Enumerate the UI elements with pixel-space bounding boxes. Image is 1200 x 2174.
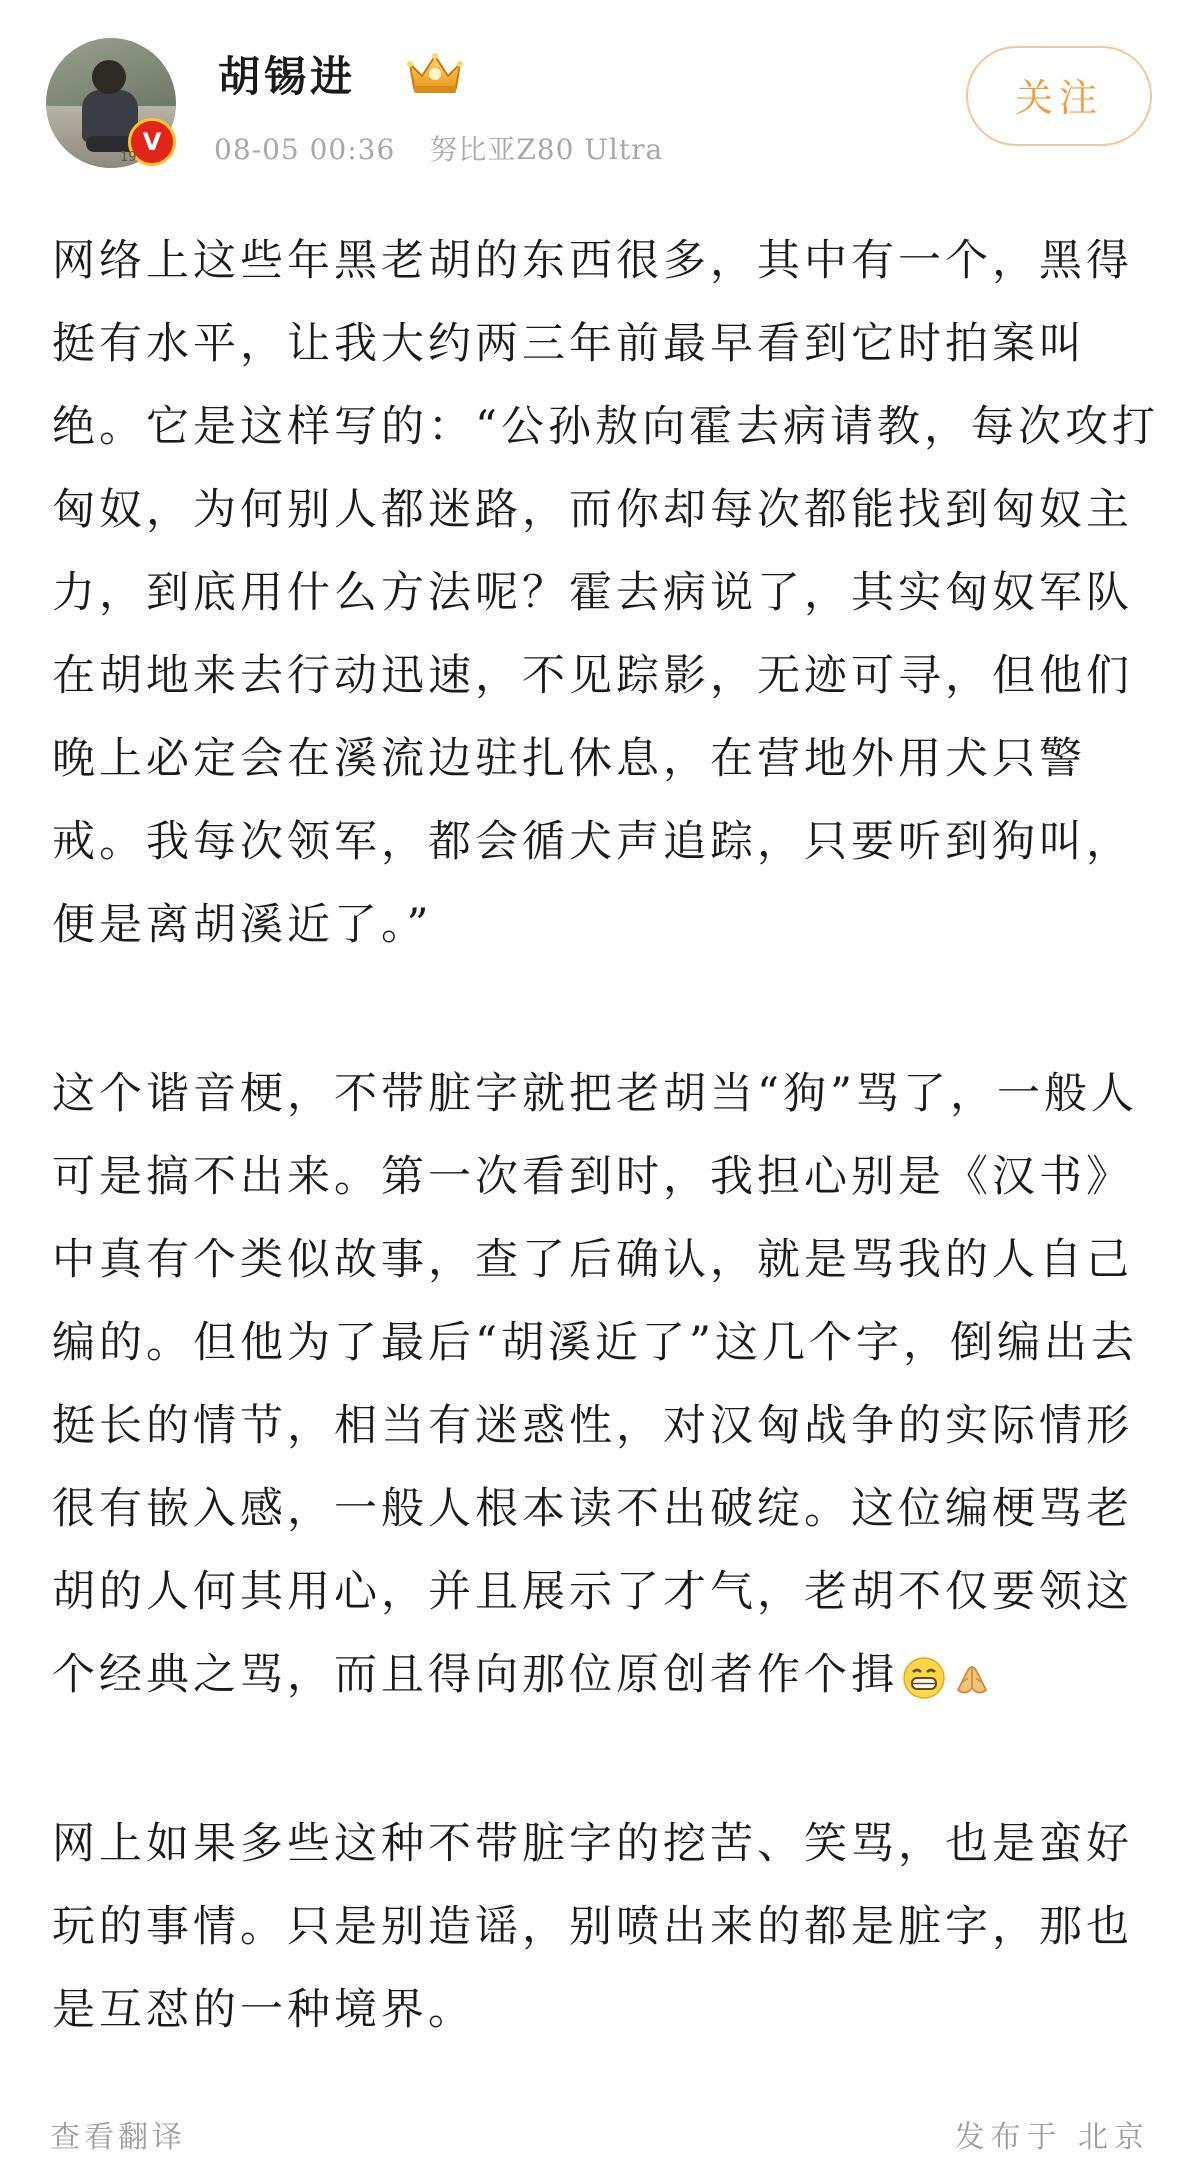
post-paragraph-2	[52, 1053, 1162, 1717]
level-tag: 19	[120, 150, 137, 165]
follow-button[interactable]: 关注	[966, 46, 1152, 146]
verified-v-icon: V	[128, 118, 176, 166]
post-footer	[0, 2112, 1200, 2162]
post-paragraph-3: 网上如果多些这种不带脏字的挖苦、笑骂，也是蛮好玩的事情。只是别造谣，别喷出来的都是脏字，那也是互怼的一种境界。	[52, 1819, 1133, 2035]
post-paragraph-1: 网络上这些年黑老胡的东西很多，其中有一个，黑得挺有水平，让我大约两三年前最早看到它时拍案叫绝。它是这样写的：“公孙敖向霍去病请教，每次攻打匈奴，为何别人都迷路，而你却每次都能找到匈奴主力，到底用什么方法呢？霍去病说了，其实匈奴军队在胡地来去行动迅速，不见踪影，无迹可寻，但他们晚上必定会在溪流边驻扎休息，在营地外用犬只警戒。我每次领军，都会循犬声追踪，只要听到狗叫，便是离胡溪近了。”	[52, 236, 1159, 950]
author-name[interactable]: 胡锡进	[218, 52, 357, 101]
post-device: 努比亚Z80 Ultra	[429, 133, 664, 166]
grin-emoji-icon	[902, 1656, 946, 1700]
view-translation-link[interactable]: 查看翻译	[50, 2120, 186, 2155]
post-meta	[214, 128, 697, 168]
post-timestamp: 08-05 00:36	[214, 133, 396, 166]
post-content	[52, 220, 1162, 2052]
crown-member-icon[interactable]	[404, 50, 466, 96]
post-header	[0, 0, 1200, 180]
post-paragraph-2-text: 这个谐音梗，不带脏字就把老胡当“狗”骂了，一般人可是搞不出来。第一次看到时，我担心别是《汉书》中真有个类似故事，查了后确认，就是骂我的人自己编的。但他为了最后“胡溪近了”这几个字，倒编出去挺长的情节，相当有迷惑性，对汉匈战争的实际情形很有嵌入感，一般人根本读不出破绽。这位编梗骂老胡的人何其用心，并且展示了才气，老胡不仅要领这个经典之骂，而且得向那位原创者作个揖	[52, 1069, 1138, 1700]
post-location: 发布于 北京	[954, 2120, 1150, 2155]
clasped-hands-emoji-icon	[950, 1656, 994, 1700]
